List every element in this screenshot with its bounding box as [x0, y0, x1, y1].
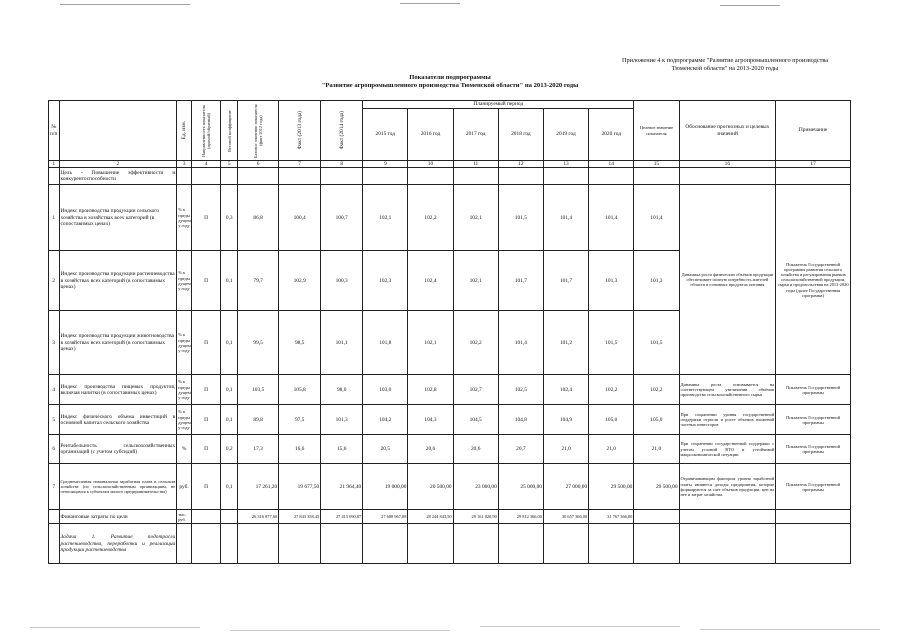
- row-unit: %: [177, 435, 192, 464]
- row-fact2013: 100,4: [279, 185, 321, 251]
- col-header-year: 2017 год: [453, 109, 498, 161]
- row-value: 102,5: [498, 375, 543, 405]
- row-direction: П: [191, 311, 220, 375]
- col-number: 14: [589, 161, 634, 168]
- col-number: 2: [59, 161, 177, 168]
- row-value: 101,4: [543, 185, 588, 251]
- scan-artifact-top: [720, 5, 780, 6]
- row-unit: % к преды дущем у году: [177, 251, 192, 311]
- row-value: 102,1: [453, 251, 498, 311]
- row-weight: 0,1: [221, 405, 238, 435]
- row-name: Индекс производства продукции сельского хозяйства в хозяйствах всех категорий (в сопоставимых ценах): [59, 185, 177, 251]
- row-value: 101,5: [589, 311, 634, 375]
- col-header-direction: [191, 101, 220, 161]
- row-value: 102,1: [408, 311, 453, 375]
- row-direction: П: [191, 464, 220, 510]
- col-header-year: 2018 год: [498, 109, 543, 161]
- col-number: 6: [238, 161, 279, 168]
- row-fact2014: 101,1: [321, 311, 363, 375]
- row-base: 79,7: [238, 251, 279, 311]
- row-target: 105,0: [634, 405, 679, 435]
- row-value: 101,5: [498, 185, 543, 251]
- row-value: 104,9: [543, 405, 588, 435]
- row-value: 19 000,00: [363, 464, 408, 510]
- col-header-planned: Планируемый период: [363, 101, 634, 109]
- note-cell: Показатель Государственной программы развития сельского хозяйства и регулирования рынков сельскохозяйственной продукции, сырья и продовольствия на 2013-2020 годы (далее Государственная программа): [776, 185, 851, 375]
- col-number: 8: [321, 161, 363, 168]
- row-value: 101,8: [363, 311, 408, 375]
- row-fact2014: 100,3: [321, 251, 363, 311]
- row-direction: П: [191, 185, 220, 251]
- row-weight: 0,1: [221, 311, 238, 375]
- row-name: Среднемесячная номинальная заработная плата в сельском хозяйстве (по сельскохозяйственным организациям, не относящимся к субъектам малого предпринимательства): [59, 464, 177, 510]
- col-header-num: № п/п: [49, 101, 60, 161]
- row-value: 101,2: [543, 311, 588, 375]
- row-num: 6: [49, 435, 60, 464]
- scan-artifact-bottom: [480, 626, 680, 627]
- note-cell: Показатель Государственной программы: [776, 435, 851, 464]
- funding-fact2014: 27 415 090,87: [321, 510, 363, 524]
- funding-row: [49, 510, 851, 524]
- row-fact2013: 102,9: [279, 251, 321, 311]
- row-num: 7: [49, 464, 60, 510]
- col-header-base-text: Базовое значение показателя (факт 2012 года): [252, 103, 264, 158]
- row-value: 25 000,00: [498, 464, 543, 510]
- funding-value: 27 680 967,08: [363, 510, 408, 524]
- row-value: 104,8: [498, 405, 543, 435]
- justification-cell: При сохранении государственной поддержки с учетом условий ВТО и устойчивой макроэкономической ситуации: [679, 435, 776, 464]
- row-value: 102,2: [589, 375, 634, 405]
- row-fact2014: 98,0: [321, 375, 363, 405]
- row-value: 102,3: [363, 251, 408, 311]
- row-weight: 0,1: [221, 375, 238, 405]
- row-num: 5: [49, 405, 60, 435]
- col-number: 13: [543, 161, 588, 168]
- row-value: 101,7: [498, 251, 543, 311]
- row-fact2013: 19 677,50: [279, 464, 321, 510]
- task-row: [49, 524, 851, 564]
- row-weight: 0,1: [221, 464, 238, 510]
- justification-cell: Ограничивающим фактором уровня заработной платы являются доходы предприятия, которые формируются за счет объемов продукции, цен на нее и затрат хозяйства.: [679, 464, 776, 510]
- note-cell: Показатель Государственной программы: [776, 405, 851, 435]
- col-number: 11: [453, 161, 498, 168]
- row-value: 21,0: [589, 435, 634, 464]
- scan-artifact-bottom: [700, 629, 880, 630]
- col-header-name: [59, 101, 177, 161]
- row-fact2014: 15,6: [321, 435, 363, 464]
- row-value: 21,0: [543, 435, 588, 464]
- funding-value: 31 767 366,00: [589, 510, 634, 524]
- row-num: 4: [49, 375, 60, 405]
- row-value: 20,5: [363, 435, 408, 464]
- row-weight: 0,3: [221, 185, 238, 251]
- goal-row: [49, 168, 851, 185]
- goal-text: Цель - Повышение эффективности и конкурентоспособности: [59, 168, 177, 185]
- col-header-fact2014-text: Факт (2014 года): [338, 111, 345, 150]
- row-direction: П: [191, 375, 220, 405]
- row-value: 101,3: [589, 251, 634, 311]
- row-direction: П: [191, 435, 220, 464]
- col-header-fact2013-text: Факт (2013 года): [296, 111, 303, 150]
- col-header-weight: [221, 101, 238, 161]
- task-text: Задача 1. Развитие подотрасли растениеводства, переработки и реализации продукции растениеводства: [59, 524, 177, 564]
- row-weight: 0,2: [221, 435, 238, 464]
- row-unit: % к преды дущем у году: [177, 311, 192, 375]
- appendix-header-line2: Тюменской области" на 2013-2020 годы: [671, 65, 779, 72]
- row-unit: % к преды дущем у году: [177, 375, 192, 405]
- col-number: 12: [498, 161, 543, 168]
- col-header-base: [238, 101, 279, 161]
- row-name: Индекс физического объема инвестиций в основной капитал сельского хозяйства: [59, 405, 177, 435]
- row-unit: руб.: [177, 464, 192, 510]
- col-number: 17: [776, 161, 851, 168]
- row-target: 101,3: [634, 251, 679, 311]
- row-name: Рентабельность сельскохозяйственных организаций (с учетом субсидий): [59, 435, 177, 464]
- row-value: 104,5: [453, 405, 498, 435]
- row-name: Индекс производства продукции животноводства в хозяйствах всех категорий (в сопоставимых ценах): [59, 311, 177, 375]
- row-fact2014: 101,3: [321, 405, 363, 435]
- row-target: 102,2: [634, 375, 679, 405]
- row-direction: П: [191, 405, 220, 435]
- row-direction: П: [191, 251, 220, 311]
- col-header-target: Целевое значение показателя: [634, 101, 679, 161]
- row-value: 101,7: [543, 251, 588, 311]
- funding-label: Финансовые затраты по цели: [59, 510, 177, 524]
- justification-cell: Динамика роста физических объёмов продукции обеспечивает полную потребность жителей области в основных продуктах питания: [679, 185, 776, 375]
- funding-value: 30 657 366,00: [543, 510, 588, 524]
- row-value: 103,0: [363, 375, 408, 405]
- appendix-header-line1: Приложение 4 к подпрограмме "Развитие агропромышленного производства: [621, 57, 829, 64]
- row-target: 29 500,00: [634, 464, 679, 510]
- row-target: 101,5: [634, 311, 679, 375]
- col-header-year: 2020 год: [589, 109, 634, 161]
- col-number: 7: [279, 161, 321, 168]
- row-base: 17,3: [238, 435, 279, 464]
- row-num: 2: [49, 251, 60, 311]
- funding-unit: тыс. руб.: [177, 510, 192, 524]
- row-value: 104,3: [408, 405, 453, 435]
- row-value: 20,6: [453, 435, 498, 464]
- col-number: 3: [177, 161, 192, 168]
- row-value: 102,1: [363, 185, 408, 251]
- col-header-year: 2019 год: [543, 109, 588, 161]
- col-number: 10: [408, 161, 453, 168]
- row-fact2013: 16,6: [279, 435, 321, 464]
- row-value: 20 500,00: [408, 464, 453, 510]
- row-value: 27 000,00: [543, 464, 588, 510]
- table-row: [49, 185, 851, 251]
- row-value: 102,4: [408, 251, 453, 311]
- row-target: 101,4: [634, 185, 679, 251]
- col-header-fact2013: [279, 101, 321, 161]
- scan-artifact-bottom: [30, 627, 200, 628]
- col-header-year: 2015 год: [363, 109, 408, 161]
- row-value: 29 500,00: [589, 464, 634, 510]
- col-number: 4: [191, 161, 220, 168]
- col-header-direction-text: Направленность показателя (прямой/обратный): [200, 104, 212, 157]
- funding-value: 29 812 366,00: [498, 510, 543, 524]
- row-value: 102,8: [408, 375, 453, 405]
- funding-value: 28 244 843,50: [408, 510, 453, 524]
- table-row: [49, 464, 851, 510]
- row-value: 102,2: [453, 311, 498, 375]
- col-header-fact2014: [321, 101, 363, 161]
- row-value: 102,2: [408, 185, 453, 251]
- row-fact2013: 98,5: [279, 311, 321, 375]
- row-value: 102,1: [453, 185, 498, 251]
- scan-artifact-top: [400, 3, 460, 4]
- row-base: 103,5: [238, 375, 279, 405]
- row-base: 17 261,20: [238, 464, 279, 510]
- row-value: 101,4: [498, 311, 543, 375]
- scan-artifact-top: [60, 4, 190, 5]
- row-unit: % к преды дущем у году: [177, 185, 192, 251]
- row-num: 1: [49, 185, 60, 251]
- row-base: 86,8: [238, 185, 279, 251]
- title-line2: "Развитие агропромышленного производства Тюменской области" на 2013-2020 годы: [321, 82, 579, 89]
- col-number: 15: [634, 161, 679, 168]
- note-cell: Показатель Государственной программы: [776, 375, 851, 405]
- indicators-table: [48, 100, 851, 564]
- row-value: 101,4: [589, 185, 634, 251]
- row-target: 21,0: [634, 435, 679, 464]
- col-number: 9: [363, 161, 408, 168]
- row-unit: % к преды дущем у году: [177, 405, 192, 435]
- row-value: 102,7: [453, 375, 498, 405]
- row-fact2014: 21 964,40: [321, 464, 363, 510]
- note-cell: Показатель Государственной программы: [776, 464, 851, 510]
- title-line1: Показатели подпрограммы: [409, 74, 491, 81]
- row-value: 105,0: [589, 405, 634, 435]
- row-value: 20,6: [408, 435, 453, 464]
- row-base: 89,8: [238, 405, 279, 435]
- col-header-weight-text: Весовой коэффициент: [226, 109, 232, 152]
- row-fact2013: 97,5: [279, 405, 321, 435]
- row-value: 104,2: [363, 405, 408, 435]
- col-number: 5: [221, 161, 238, 168]
- col-header-note: Примечание: [776, 101, 851, 161]
- funding-fact2013: 27 843 358,45: [279, 510, 321, 524]
- row-fact2014: 100,7: [321, 185, 363, 251]
- row-value: 102,4: [543, 375, 588, 405]
- appendix-header: [590, 57, 860, 73]
- document-title: [250, 74, 650, 90]
- col-header-unit: [177, 101, 192, 161]
- col-header-year: 2016 год: [408, 109, 453, 161]
- scan-artifact-bottom: [230, 630, 450, 631]
- row-num: 3: [49, 311, 60, 375]
- justification-cell: При сохранении уровня государственной поддержки отрасли и росте объемов вложений частных инвесторов: [679, 405, 776, 435]
- funding-base: 26 316 877,60: [238, 510, 279, 524]
- row-name: Индекс производства пищевых продуктов, включая напитки (в сопоставимых ценах): [59, 375, 177, 405]
- row-name: Индекс производства продукции растениеводства в хозяйствах всех категорий (в сопоставимых ценах): [59, 251, 177, 311]
- row-fact2013: 105,8: [279, 375, 321, 405]
- col-header-justification: Обоснование прогнозных и целевых значений: [679, 101, 776, 161]
- funding-value: 29 161 020,90: [453, 510, 498, 524]
- row-value: 23 000,00: [453, 464, 498, 510]
- justification-cell: Динамика роста основывается на соответствующем увеличении объёмов производства сельскохозяйственного сырья: [679, 375, 776, 405]
- col-header-unit-text: Ед. изм.: [180, 121, 187, 140]
- table-row: [49, 375, 851, 405]
- table-row: [49, 435, 851, 464]
- table-row: [49, 405, 851, 435]
- col-number: 16: [679, 161, 776, 168]
- col-number: 1: [49, 161, 60, 168]
- row-weight: 0,1: [221, 251, 238, 311]
- row-value: 20,7: [498, 435, 543, 464]
- row-base: 99,5: [238, 311, 279, 375]
- column-numbers-row: [49, 161, 851, 168]
